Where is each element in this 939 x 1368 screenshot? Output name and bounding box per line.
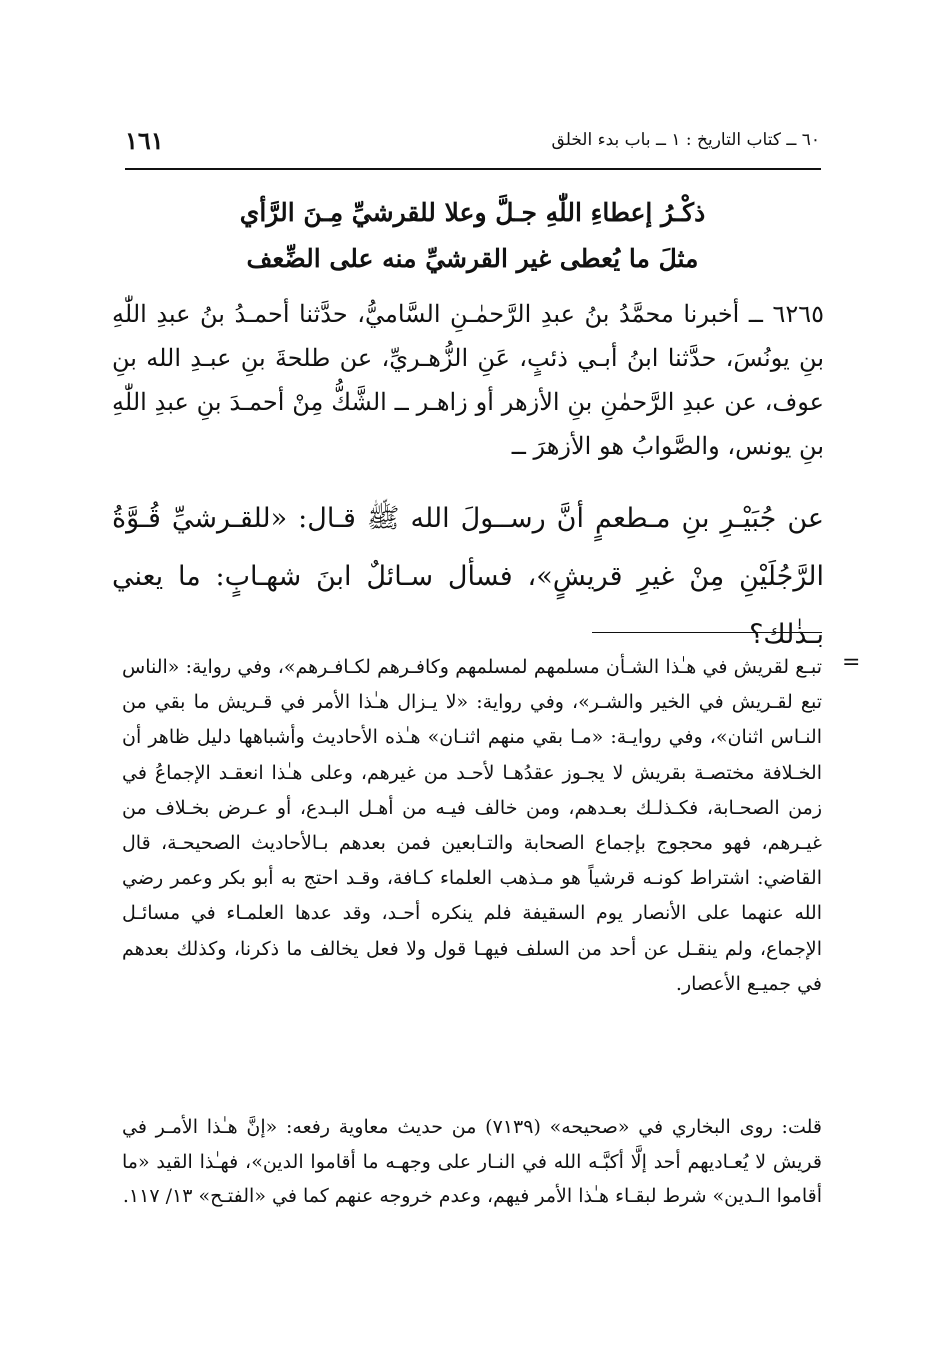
chapter-title-line-2: مثلَ ما يُعطى غير القرشيِّ منه على الضِّعف — [246, 244, 699, 273]
hadith-matn: عن جُبَيْـرِ بنِ مـطعمٍ أنَّ رســولَ الله ﷺ قـال: «للقـرشيِّ قُـوَّةُ الرَّجُلَيْنِ مِنْ غيرِ قريشٍ»، فسأل سـائلٌ ابنَ شهـابٍ: ما يعني بـذٰلك؟ — [112, 503, 824, 650]
page-number: ١٦١ — [125, 126, 164, 155]
page-header — [125, 124, 820, 164]
footnote-continuation-text: تبـع لقريش في هـٰذا الشـأن مسلمهم لمسلمهم وكافـرهم لكـافـرهم»، وفي رواية: «الناس تبع لقـريش في الخير والشـر»، وفي رواية: «لا يـزال هـٰذا الأمر في قـريش ما بقي من النـاس اثنان»، وفي روايـة: «مـا بقي منهم اثنـان» هـٰذه الأحاديث وأشباهها دليل ظاهر أن الخـلافة مختصـة بقريش لا يجـوز عقدُهـا لأحـد من غيرهم، وعلى هـٰذا انعقـد الإجماعُ في زمن الصحـابة، فكـذلـك بعـدهم، ومن خالف فيـه من أهـل البـدع، أو عـرض بخـلاف من غيـرهم، فهو محجوج بإجماع الصحابة والتـابعين فمن بعدهم بـالأحاديث الصحيحـة، قال القاضي: اشتراط كونـه قرشياً هو مـذهب العلماء كـافة، وقـد احتج به أبو بكر وعمر رضي الله عنهما على الأنصار يوم السقيفة فلم ينكره أحـد، وقد عدها العلمـاء في مسائـل الإجماع، ولم ينقـل عن أحد من السلف فيهـا قول ولا فعل يخالف ما ذكرنا، وكذلك بعدهم في جميـع الأعصار. — [122, 656, 823, 995]
chapter-title — [190, 190, 755, 282]
running-title: ٦٠ ــ كتاب التاريخ : ١ ــ باب بدء الخلق — [551, 130, 820, 150]
hadith-isnad: ٦٢٦٥ ــ أخبرنا محمَّدُ بنُ عبدِ الرَّحمٰـنِ السَّاميُّ، حدَّثنا أحمـدُ بنُ عبدِ اللّٰهِ بنِ يونُسَ، حدَّثنا ابنُ أبـي ذئبٍ، عَنِ الزُّهـريِّ، عن طلحةَ بنِ عبـدِ الله بنِ عوف، عن عبدِ الرَّحمٰنِ بنِ الأزهر أو زاهـر ــ الشَّكُّ مِنْ أحمـدَ بنِ عبدِ اللّٰهِ بنِ يونس، والصَّوابُ هو الأزهرَ ــ — [112, 300, 824, 460]
footnote-continuation — [122, 650, 822, 1002]
footnote-editor-note — [122, 1110, 822, 1214]
chapter-title-line-1: ذكْـرُ إعطاءِ اللّٰهِ جـلَّ وعلا للقرشيِّ مِـنَ الرَّأي — [239, 198, 706, 227]
footnote-separator — [592, 632, 822, 633]
footnote-editor-note-text: قلت: روى البخاري في «صحيحه» (٧١٣٩) من حديث معاوية رفعه: «إنَّ هـٰذا الأمـر في قريش لا يُعـاديهم أحد إلَّا أكبَّـه الله في النـار على وجهـه ما أقاموا الدين»، فهـٰذا القيد «ما أقاموا الـدين» شرط لبقـاء هـٰذا الأمر فيهم، وعدم خروجه عنهم كما في «الفتـح» ١٣/ ١١٧. — [122, 1116, 822, 1207]
header-rule — [125, 168, 821, 170]
footnote-continuation-mark: = — [842, 650, 861, 675]
